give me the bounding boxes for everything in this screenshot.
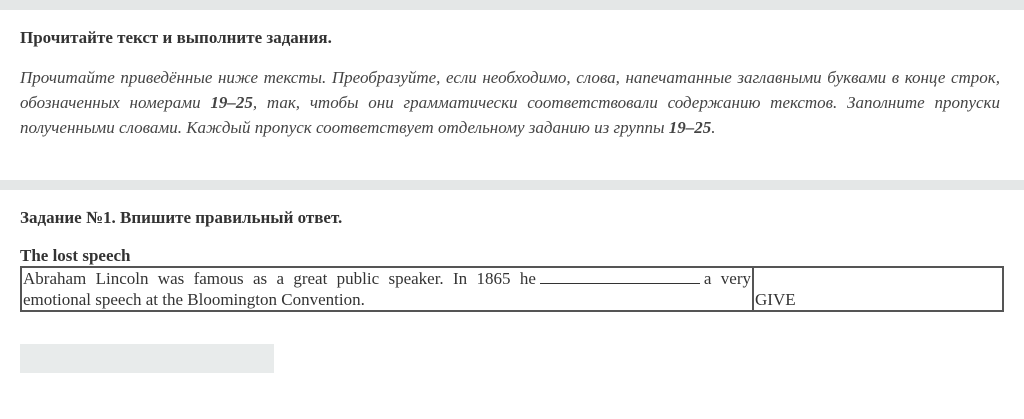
task-title: Задание №1. Впишите правильный ответ. [20, 208, 343, 227]
instructions-part-1: Прочитайте приведённые ниже тексты. Преобразуйте, если необходимо, слова, напечатанные заглавными буквами в конце строк, обозначенных номерами [20, 68, 1000, 112]
text-title: The lost speech [20, 246, 131, 265]
instructions-text [20, 65, 1000, 140]
instructions-part-2: , так, чтобы они грамматически соответствовали содержанию текстов. Заполните пропуски полученными словами. Каждый пропуск соответствует отдельному заданию из группы [20, 93, 1000, 137]
instructions-title: Прочитайте текст и выполните задания. [20, 28, 332, 47]
section-divider-band [0, 180, 1024, 190]
sentence-after-gap: a very emotional speech at the Bloomington Convention. [23, 269, 751, 309]
instructions-part-3: . [711, 118, 716, 137]
instructions-range-2: 19–25 [668, 118, 712, 137]
instructions-range-1: 19–25 [210, 93, 253, 112]
answer-gap-line [540, 268, 700, 284]
table-row [21, 267, 1003, 311]
task-table [20, 266, 1004, 312]
top-divider-band [0, 0, 1024, 10]
sentence-cell [21, 267, 753, 311]
sentence-before-gap: Abraham Lincoln was famous as a great public speaker. In 1865 he [23, 269, 536, 288]
key-word-cell: GIVE [753, 267, 1003, 311]
answer-input[interactable] [20, 344, 274, 373]
